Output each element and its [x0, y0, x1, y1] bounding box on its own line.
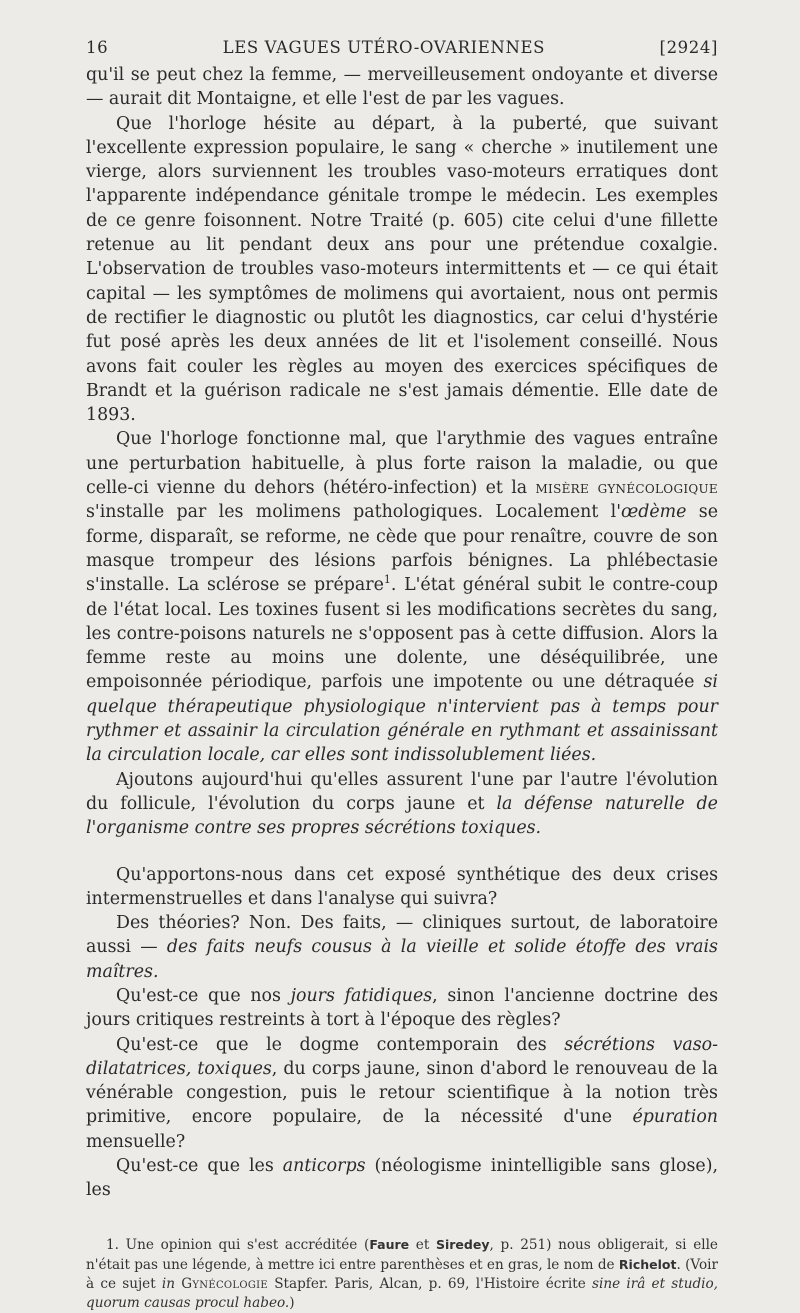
paragraph-7: Qu'est-ce que nos jours fatidiques, sinon l'ancienne doctrine des jours critiques restreints à tort à l'époque des règles?: [86, 985, 718, 1031]
small-caps-term: misère gynécologique: [535, 478, 718, 499]
chapter-title: LES VAGUES UTÉRO-OVARIENNES: [222, 38, 546, 57]
section-number: [2924]: [659, 38, 718, 57]
body-text: [86, 63, 718, 1203]
latin-quote: sine irâ et studio, quorum causas procul habeo.: [86, 1275, 719, 1311]
italic-passage: la défense naturelle de l'organisme contre ses propres sécrétions toxiques.: [86, 793, 718, 839]
paragraph-6: Des théories? Non. Des faits, — cliniques surtout, de laboratoire aussi — des faits neufs cousus à la vieille et solide étoffe des vrais maîtres.: [86, 913, 718, 982]
italic-term: jours fatidiques: [290, 985, 433, 1006]
small-caps-title: Gynécologie: [181, 1275, 268, 1292]
italic-passage: des faits neufs cousus à la vieille et solide étoffe des vrais maîtres.: [86, 937, 718, 982]
paragraph-9: Qu'est-ce que les anticorps (néologisme inintelligible sans glose), les: [86, 1156, 719, 1201]
paragraph-8: Qu'est-ce que le dogme contemporain des sécrétions vaso-dilatatrices, toxiques, du corps jaune, sinon d'abord le renouveau de la vénérable congestion, puis le retour scientifique à la notion très primitive, encore populaire, de la nécessité d'une épuration mensuelle?: [86, 1034, 719, 1152]
paragraph-4: Ajoutons aujourd'hui qu'elles assurent l'une par l'autre l'évolution du follicule, l'évolution du corps jaune et la défense naturelle de l'organisme contre ses propres sécrétions toxiques.: [86, 769, 718, 839]
author-name: Richelot: [618, 1256, 677, 1272]
italic-term: épuration: [632, 1107, 718, 1128]
italic-passage: si quelque thérapeutique physiologique n'intervient pas à temps pour rythmer et assainir la circulation générale en rythmant et assainissant la circulation locale, car elles sont indissolublement liées.: [86, 672, 718, 766]
footnote: 1. Une opinion qui s'est accréditée (Faure et Siredey, p. 251) nous obligerait, si elle n'était pas une légende, à mettre ici entre parenthèses et en gras, le nom de Richelot. (Voir à ce sujet in Gynécologie Stapfer. Paris, Alcan, p. 69, l'Histoire écrite sine irâ et studio, quorum causas procul habeo.): [86, 1236, 719, 1311]
italic-term: œdème: [621, 502, 687, 523]
italic-term: anticorps: [282, 1156, 366, 1177]
page-number: 16: [86, 38, 109, 57]
author-name: Faure: [369, 1236, 410, 1252]
paragraph-5: Qu'apportons-nous dans cet exposé synthétique des deux crises intermenstruelles et dans l'analyse qui suivra?: [86, 864, 718, 909]
paragraph-1: qu'il se peut chez la femme, — merveilleusement ondoyante et diverse — aurait dit Montaigne, et elle l'est de par les vagues.: [86, 65, 718, 110]
italic-term: sécrétions vaso-dilatatrices, toxiques: [86, 1034, 718, 1079]
author-name: Siredey: [435, 1236, 490, 1252]
running-head: [86, 38, 718, 57]
paragraph-2: Que l'horloge hésite au départ, à la puberté, que suivant l'excellente expression populaire, le sang « cherche » inutilement une vierge, alors surviennent les troubles vaso-moteurs erratiques dont l'apparente indépendance génitale trompe le médecin. Les exemples de ce genre foisonnent. Notre Traité (p. 605) cite celui d'une fillette retenue au lit pendant deux ans pour une prétendue coxalgie. L'observation de troubles vaso-moteurs intermittents et — ce qui était capital — les symptômes de molimens qui avortaient, nous ont permis de rectifier le diagnostic ou plutôt les diagnostics, car celui d'hystérie fut posé après les deux années de lit et l'isolement conseillé. Nous avons fait couler les règles au moyen des exercices spécifiques de Brandt et la guérison radicale ne s'est jamais démentie. Elle date de 1893.: [86, 113, 718, 426]
paragraph-3: Que l'horloge fonctionne mal, que l'arythmie des vagues entraîne une perturbation habituelle, à plus forte raison la maladie, ou que celle-ci vienne du dehors (hétéro-infection) et la misère gynécologique s'installe par les molimens pathologiques. Localement l'œdème se forme, disparaît, se reforme, ne cède que pour renaître, couvre de son masque trompeur des lésions parfois bénignes. La phlébectasie s'installe. La sclérose se prépare$^1$. L'état général subit le contre-coup de l'état local. Les toxines fusent si les modifications secrètes du sang, les contre-poisons naturels ne s'opposent pas à cette diffusion. Alors la femme reste au moins une dolente, une déséquilibrée, une empoisonnée périodique, parfois une impotente ou une détraquée si quelque thérapeutique physiologique n'intervient pas à temps pour rythmer et assainir la circulation générale en rythmant et assainissant la circulation locale, car elles sont indissolublement liées.: [86, 429, 718, 766]
footnote-reference: 1: [383, 573, 391, 587]
